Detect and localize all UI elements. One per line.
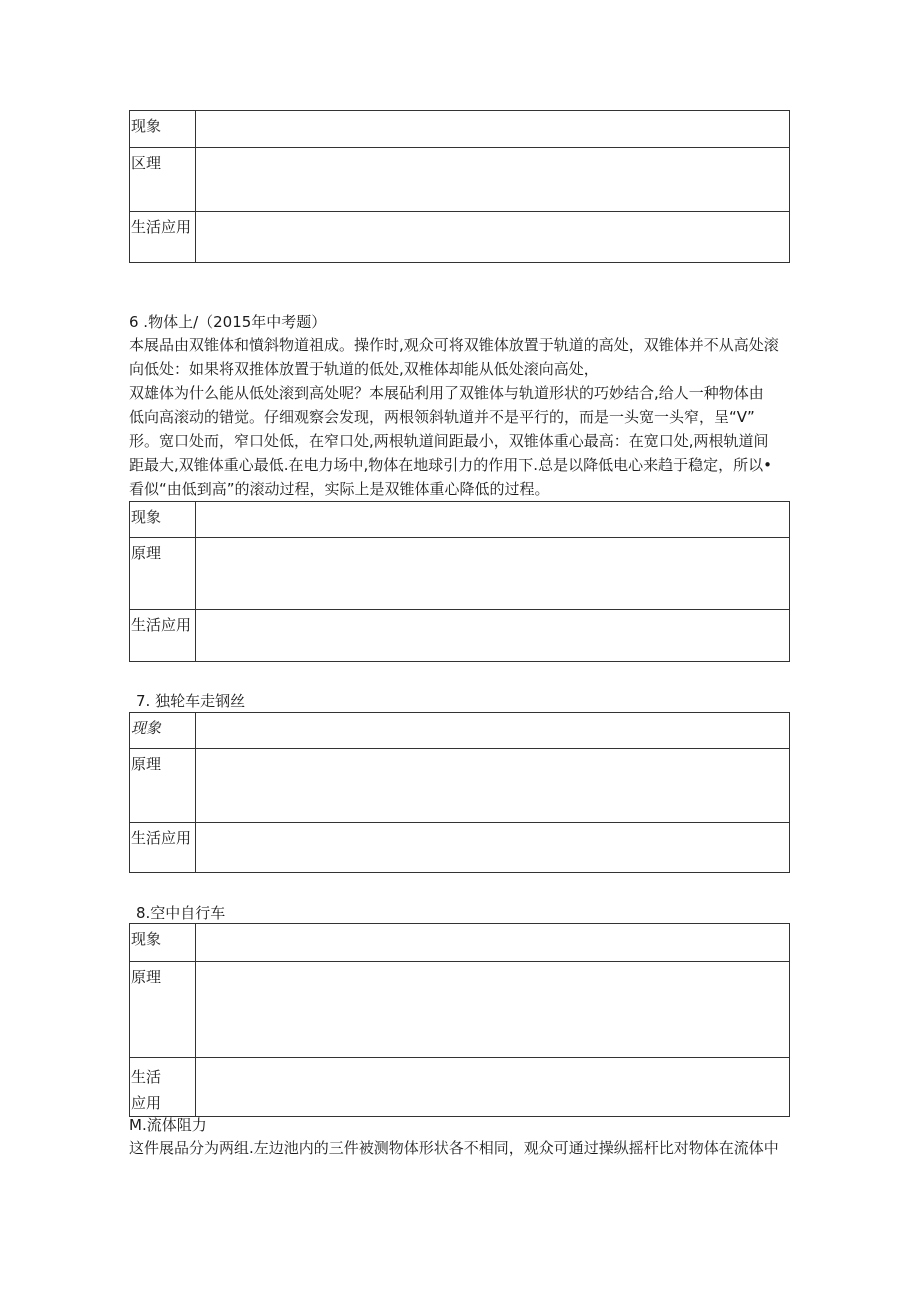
label-principle: 原理 (130, 538, 196, 610)
label-phenomenon: 现象 (130, 924, 196, 962)
label-application (130, 1058, 196, 1117)
label-phenomenon: 现象 (130, 111, 196, 148)
label-application: 生活应用 (130, 212, 196, 263)
label-principle: 原理 (130, 749, 196, 823)
label-phenomenon: 现象 (130, 713, 196, 749)
table-8 (129, 923, 790, 1117)
section-9-heading: M.流体阻力 (129, 1116, 207, 1134)
field-phenomenon[interactable] (196, 924, 790, 962)
section-7-heading: 7. 独轮车走钢丝 (136, 692, 246, 710)
table-1 (129, 110, 790, 263)
label-principle: 原理 (130, 962, 196, 1058)
field-phenomenon[interactable] (196, 502, 790, 538)
paragraph-line: 向低处：如果将双推体放置于轨道的低处,双椎体却能从低处滚向高处， (129, 360, 599, 378)
label-application-line2: 应用 (131, 1094, 162, 1112)
section-8-heading: 8.空中自行车 (136, 904, 226, 922)
field-principle[interactable] (196, 749, 790, 823)
table-7 (129, 712, 790, 873)
paragraph-line: 形。宽口处而，窄口处低，在窄口处,两根轨道间距最小，双锥体重心最高：在宽口处,两根轨道间 (129, 432, 769, 450)
paragraph-line: 双雄体为什么能从低处滚到高处呢？本展砧利用了双锥体与轨道形状的巧妙结合,给人一种物体由 (129, 384, 764, 402)
paragraph-line: 低向高滚动的错觉。仔细观察会发现，两根领斜轨道并不是平行的，而是一头宽一头窄，呈“V” (129, 408, 755, 426)
field-principle[interactable] (196, 148, 790, 212)
section-9-paragraph (129, 1136, 793, 1160)
field-phenomenon[interactable] (196, 111, 790, 148)
field-phenomenon[interactable] (196, 713, 790, 749)
field-application[interactable] (196, 212, 790, 263)
field-application[interactable] (196, 823, 790, 873)
section-6-paragraph (129, 333, 793, 501)
label-application: 生活应用 (130, 610, 196, 662)
table-6 (129, 501, 790, 662)
label-phenomenon: 现象 (130, 502, 196, 538)
field-application[interactable] (196, 610, 790, 662)
label-application: 生活应用 (130, 823, 196, 873)
field-application[interactable] (196, 1058, 790, 1117)
paragraph-line: 这件展品分为两组.左边池内的三件被测物体形状各不相同，观众可通过操纵摇杆比对物体在流体中 (129, 1139, 779, 1157)
field-principle[interactable] (196, 962, 790, 1058)
paragraph-line: 看似“由低到高”的滚动过程，实际上是双锥体重心降低的过程。 (129, 480, 550, 498)
label-principle: 区理 (130, 148, 196, 212)
field-principle[interactable] (196, 538, 790, 610)
paragraph-line: 距最大,双锥体重心最低.在电力场中,物体在地球引力的作用下.总是以降低电心来趋于稳定，所以• (129, 456, 772, 474)
label-application-line1: 生活 (131, 1068, 162, 1086)
paragraph-line: 本展品由双锥体和憤斜物道祖成。操作时,观众可将双锥体放置于轨道的高处，双锥体并不从高处滚 (129, 336, 779, 354)
section-6-heading: 6 .物体上/（2015年中考题） (129, 313, 327, 331)
